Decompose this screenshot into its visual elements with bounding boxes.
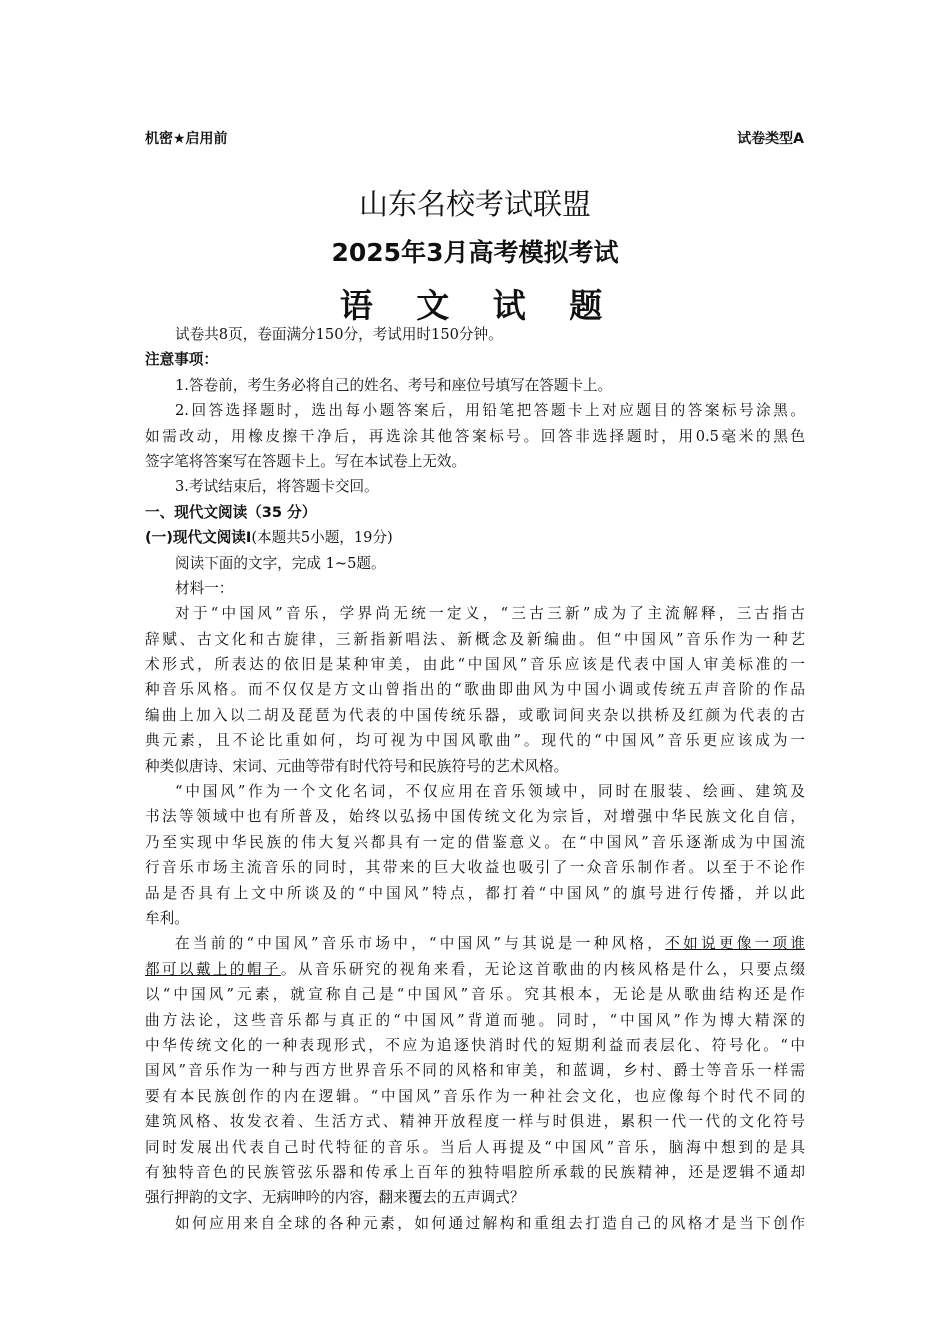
passage-line: 对于“中国风”音乐，学界尚无统一定义，“三古三新”成为了主流解释，三古指古 <box>175 605 805 623</box>
passage-line: 曲方法论，这些音乐都与真正的“中国风”背道而驰。同时，“中国风”作为博大精深的 <box>145 1011 805 1029</box>
passage-line: “中国风”作为一个文化名词，不仅应用在音乐领域中，同时在服装、绘画、建筑及 <box>175 783 805 801</box>
notice-item: 如需改动，用橡皮擦干净后，再选涂其他答案标号。回答非选择题时，用0.5毫米的黑色 <box>145 427 805 445</box>
passage-line: 建筑风格、妆发衣着、生活方式、精神开放程度一样与时俱进，累积一代一代的文化符号 <box>145 1113 805 1131</box>
subsection-note: (本题共5小题，19分) <box>251 529 393 547</box>
subsection-title: (一)现代文阅读Ⅰ <box>145 529 252 547</box>
passage-line: 术形式，所表达的依旧是某种审美，由此“中国风”音乐应该是代表中国人审美标准的一 <box>145 656 805 674</box>
passage-line <box>145 931 805 956</box>
intro-line: 试卷共8页，卷面满分150分，考试用时150分钟。 <box>175 326 503 343</box>
passage-line: 强行押韵的文字、无病呻吟的内容，翻来覆去的五声调式？ <box>145 1189 525 1207</box>
passage-line: 牟利。 <box>145 909 189 927</box>
notice-heading: 注意事项： <box>145 351 218 369</box>
section-heading: 一、现代文阅读（35 分） <box>145 503 317 521</box>
passage-line: 国风”音乐作为一种与西方世界音乐不同的风格和审美，和蓝调，乡村、爵士等音乐一样需 <box>145 1062 805 1080</box>
instruction-line: 阅读下面的文字，完成 1~5题。 <box>175 554 386 572</box>
passage-line: 品是否具有上文中所谈及的“中国风”特点，都打着“中国风”的旗号进行传播，并以此 <box>145 884 805 902</box>
passage-line: 要有本民族创作的内在逻辑。“中国风”音乐作为一种社会文化，也应像每个时代不同的 <box>145 1087 805 1105</box>
passage-line: 乃至实现中华民族的伟大复兴都具有一定的借鉴意义。在“中国风”音乐逐渐成为中国流 <box>145 833 805 851</box>
passage-line: 辞赋、古文化和古旋律，三新指新唱法、新概念及新编曲。但“中国风”音乐作为一种艺 <box>145 630 805 648</box>
paper-type-label: 试卷类型A <box>737 131 804 147</box>
org-title: 山东名校考试联盟 <box>358 187 591 221</box>
passage-line: 有独特音色的民族管弦乐器和传承上百年的独特唱腔所承载的民族精神，还是逻辑不通却 <box>145 1163 805 1181</box>
passage-line: 同时发展出代表自己时代特征的音乐。当后人再提及“中国风”音乐，脑海中想到的是具 <box>145 1138 805 1156</box>
passage-line: 书法等领域中也有所普及，始终以弘扬中国传统文化为宗旨，对增强中华民族文化自信， <box>145 808 805 826</box>
material-label: 材料一： <box>175 579 234 597</box>
underlined-phrase: 都可以戴上的帽子 <box>145 960 281 978</box>
notice-item: 1.答卷前，考生务必将自己的姓名、考号和座位号填写在答题卡上。 <box>175 376 613 394</box>
confidential-label: 机密★启用前 <box>145 131 228 147</box>
passage-line: 种音乐风格。而不仅仅是方文山曾指出的“歌曲即曲风为中国小调或传统五声音阶的作品 <box>145 681 805 699</box>
passage-line: 典元素，且不论比重如何，均可视为中国风歌曲”。现代的“中国风”音乐更应该成为一 <box>145 732 805 750</box>
subsection-heading <box>145 525 805 550</box>
notice-item: 签字笔将答案写在答题卡上。写在本试卷上无效。 <box>145 452 467 470</box>
passage-segment: 。从音乐研究的视角来看，无论这首歌曲的内核风格是什么，只要点缀 <box>280 960 805 978</box>
notice-item: 3.考试结束后，将答题卡交回。 <box>175 478 379 496</box>
notice-item: 2.回答选择题时，选出每小题答案后，用铅笔把答题卡上对应题目的答案标号涂黑。 <box>175 402 805 420</box>
passage-line <box>145 957 805 982</box>
exam-body <box>145 322 805 1236</box>
passage-line: 中华传统文化的一种表现形式，不应为追逐快消时代的短期利益而表层化、符号化。“中 <box>145 1036 805 1054</box>
passage-segment: 在当前的“中国风”音乐市场中，“中国风”与其说是一种风格， <box>175 935 666 953</box>
passage-line: 种类似唐诗、宋词、元曲等带有时代符号和民族符号的艺术风格。 <box>145 757 569 775</box>
exam-title: 2025年3月高考模拟考试 <box>331 238 619 267</box>
underlined-phrase: 不如说更像一项谁 <box>665 935 805 953</box>
passage-line: 以“中国风”元素，就宣称自己是“中国风”音乐。究其根本，无论是从歌曲结构还是作 <box>145 986 805 1004</box>
passage-line: 行音乐市场主流音乐的同时，其带来的巨大收益也吸引了一众音乐制作者。以至于不论作 <box>145 859 805 877</box>
passage-line: 编曲上加入以二胡及琵琶为代表的中国传统乐器，或歌词间夹杂以拱桥及红颜为代表的古 <box>145 706 805 724</box>
subject-title: 语 文 试 题 <box>339 286 619 325</box>
passage-line: 如何应用来自全球的各种元素，如何通过解构和重组去打造自己的风格才是当下创作 <box>175 1214 805 1232</box>
